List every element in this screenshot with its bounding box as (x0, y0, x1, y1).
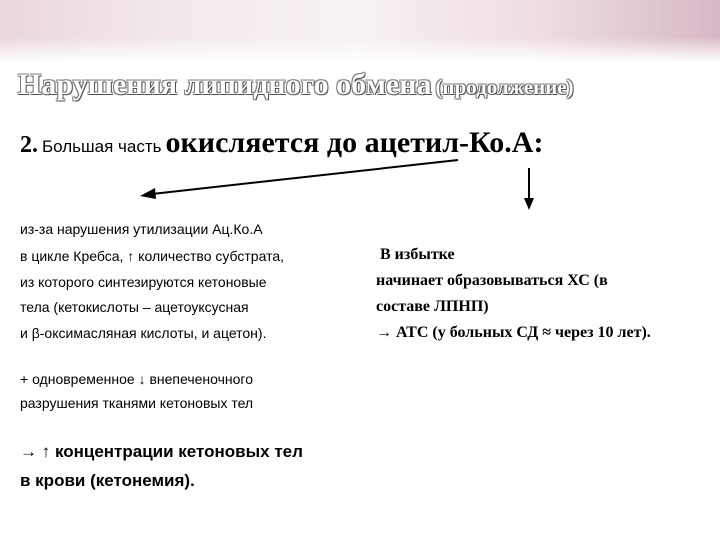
down-arrow (524, 168, 534, 210)
note-line-1: + одновременное ↓ внепеченочного (20, 371, 254, 387)
note-line-2: разрушения тканями кетоновых тел (20, 395, 254, 411)
heading-big-text: окисляется до ацетил-Ко.А: (165, 126, 544, 159)
heading-number: 2. (20, 132, 38, 158)
right-line-2: начинает образовываться ХС (в (376, 272, 608, 289)
right-line-4: → АТС (у больных СД ≈ через 10 лет). (376, 324, 651, 341)
left-line-4: тела (кетокислоты – ацетоуксусная (20, 299, 249, 315)
conclusion-line-1: → ↑ концентрации кетоновых тел (20, 442, 303, 461)
left-arrow (140, 160, 458, 199)
left-line-2: в цикле Кребса, ↑ количество субстрата, (20, 248, 285, 264)
title-main: Нарушения липидного обмена (18, 68, 432, 101)
right-line-3: составе ЛПНП) (376, 298, 489, 315)
right-line-1: В избытке (380, 246, 455, 263)
heading-small-text: Большая часть (42, 137, 162, 156)
left-line-3: из которого синтезируются кетоновые (20, 274, 267, 290)
conclusion-line-2: в крови (кетонемия). (20, 471, 195, 490)
title-subtitle: (продолжение) (435, 75, 574, 99)
left-line-1: из-за нарушения утилизации Ац.Ко.А (20, 221, 263, 237)
left-line-5: и β-оксимасляная кислоты, и ацетон). (20, 325, 267, 341)
